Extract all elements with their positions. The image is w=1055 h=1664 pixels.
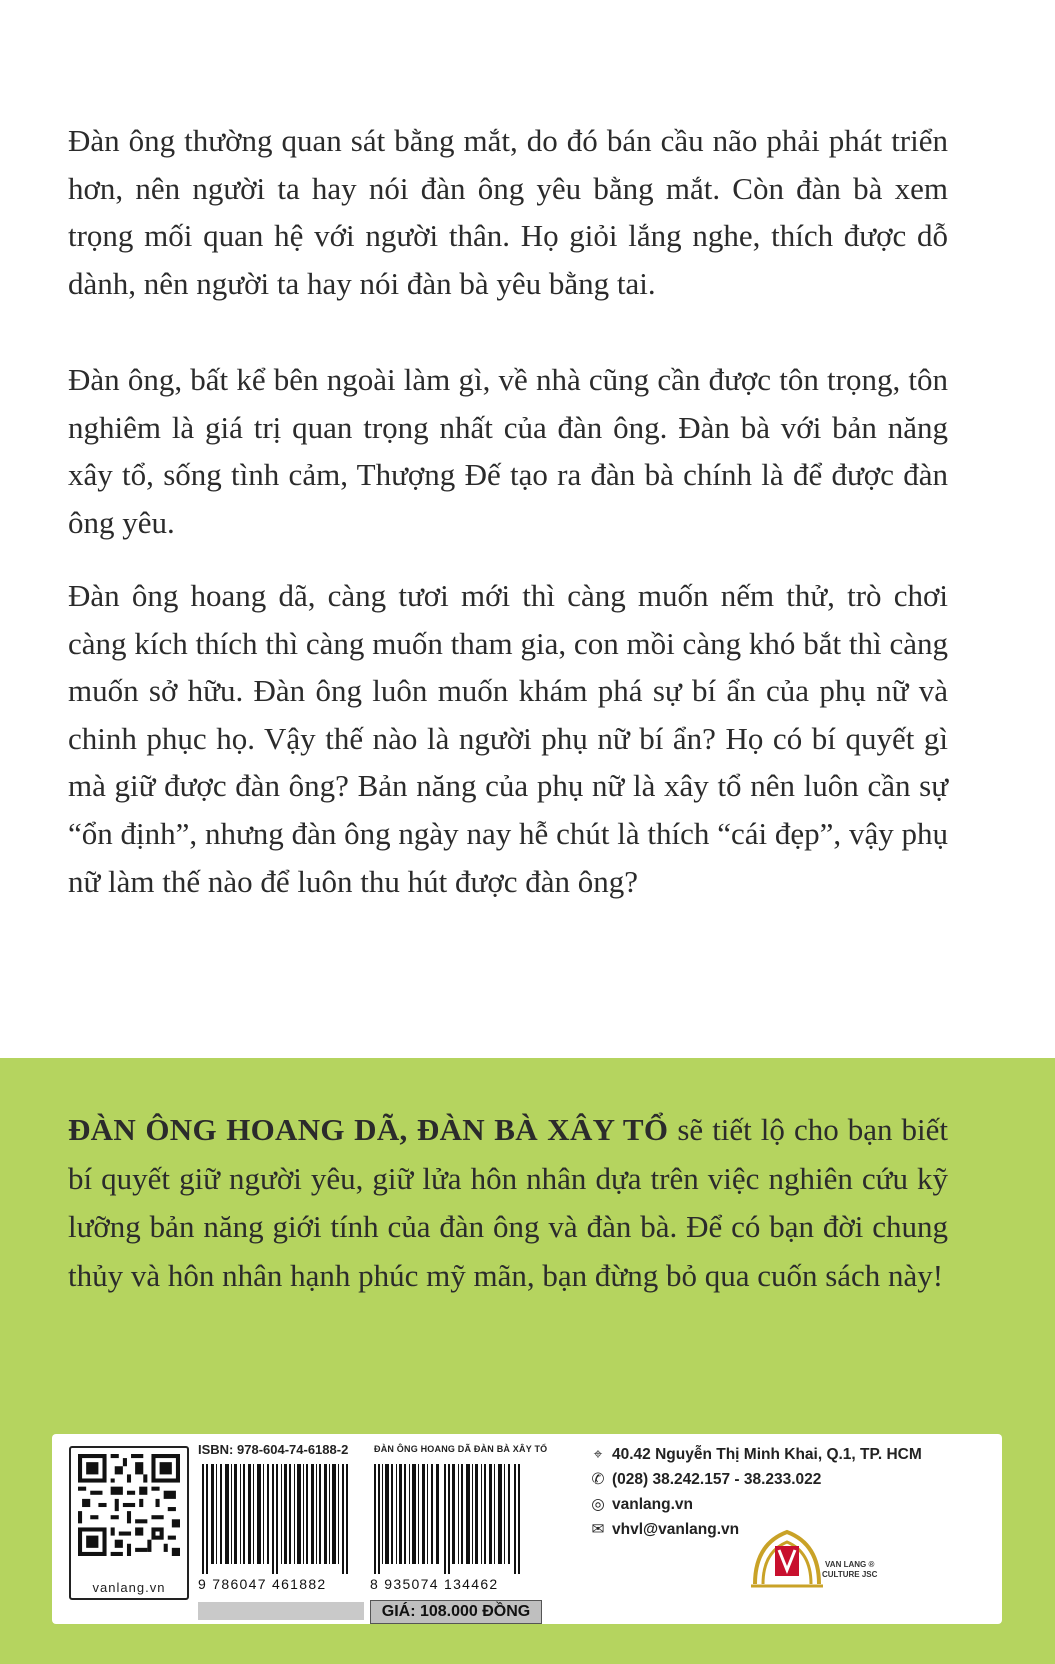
address-row [588,1444,922,1466]
ean-barcode-digits: 8 935074 134462 [370,1576,499,1592]
isbn-barcode [198,1464,358,1574]
logo-caption [822,1560,877,1580]
body-paragraph-2: Đàn ông, bất kể bên ngoài làm gì, về nhà cũng cần được tôn trọng, tôn nghiêm là giá trị quan trọng nhất của đàn ông. Đàn bà với bản năng xây tổ, sống tình cảm, Thượng Đế tạo ra đàn bà chính là để được đàn ông yêu. [68,362,948,540]
email-text: vhvl@vanlang.vn [612,1521,740,1538]
ean-barcode [370,1464,530,1574]
logo-emblem-icon [751,1532,823,1586]
logo-caption-line2: CULTURE JSC [822,1570,878,1579]
qr-caption: vanlang.vn [92,1580,166,1595]
mail-icon: ✉ [591,1521,605,1538]
qr-code-icon [78,1454,180,1556]
email-row[interactable] [588,1519,739,1541]
isbn-label: ISBN: 978-604-74-6188-2 [198,1442,349,1457]
barcode-book-title: ĐÀN ÔNG HOANG DÃ ĐÀN BÀ XÂY TỔ [374,1444,548,1454]
publisher-info-box [52,1434,1002,1624]
address-text: 40.42 Nguyễn Thị Minh Khai, Q.1, TP. HCM [612,1446,922,1463]
website-row[interactable] [588,1494,693,1516]
grey-strip [198,1602,364,1620]
van-lang-logo [747,1524,827,1594]
phone-text: (028) 38.242.157 - 38.233.022 [612,1471,822,1488]
phone-row[interactable] [588,1469,821,1491]
blurb-book-title: ĐÀN ÔNG HOANG DÃ, ĐÀN BÀ XÂY TỔ [68,1112,669,1147]
globe-icon: ◎ [591,1496,605,1513]
qr-code[interactable] [69,1446,189,1600]
isbn-barcode-digits: 9 786047 461882 [198,1576,327,1592]
phone-icon: ✆ [591,1471,605,1488]
blurb-text: sẽ tiết lộ cho bạn biết bí quyết giữ người yêu, giữ lửa hôn nhân dựa trên việc nghiên cứu kỹ lưỡng bản năng giới tính của đàn ông và đàn bà. Để có bạn đời chung thủy và hôn nhân hạnh phúc mỹ mãn, bạn đừng bỏ qua cuốn sách này! [68,1112,948,1293]
location-pin-icon: ⌖ [593,1446,603,1463]
book-blurb [68,1106,948,1300]
body-paragraph-3: Đàn ông hoang dã, càng tươi mới thì càng muốn nếm thử, trò chơi càng kích thích thì càng muốn tham gia, con mồi càng khó bắt thì càng muốn sở hữu. Đàn ông luôn muốn khám phá sự bí ẩn của phụ nữ và chinh phục họ. Vậy thế nào là người phụ nữ bí ẩn? Họ có bí quyết gì mà giữ được đàn ông? Bản năng của phụ nữ là xây tổ nên luôn cần sự “ổn định”, nhưng đàn ông ngày nay hễ chút là thích “cái đẹp”, vậy phụ nữ làm thế nào để luôn thu hút được đàn ông? [68,578,948,899]
body-paragraph-1: Đàn ông thường quan sát bằng mắt, do đó bán cầu não phải phát triển hơn, nên người ta hay nói đàn ông yêu bằng mắt. Còn đàn bà xem trọng mối quan hệ với người thân. Họ giỏi lắng nghe, thích được dỗ dành, nên người ta hay nói đàn bà yêu bằng tai. [68,123,948,301]
logo-caption-line1: VAN LANG ® [825,1560,875,1569]
website-text: vanlang.vn [612,1496,693,1513]
price-label: GIÁ: 108.000 ĐỒNG [370,1600,542,1624]
